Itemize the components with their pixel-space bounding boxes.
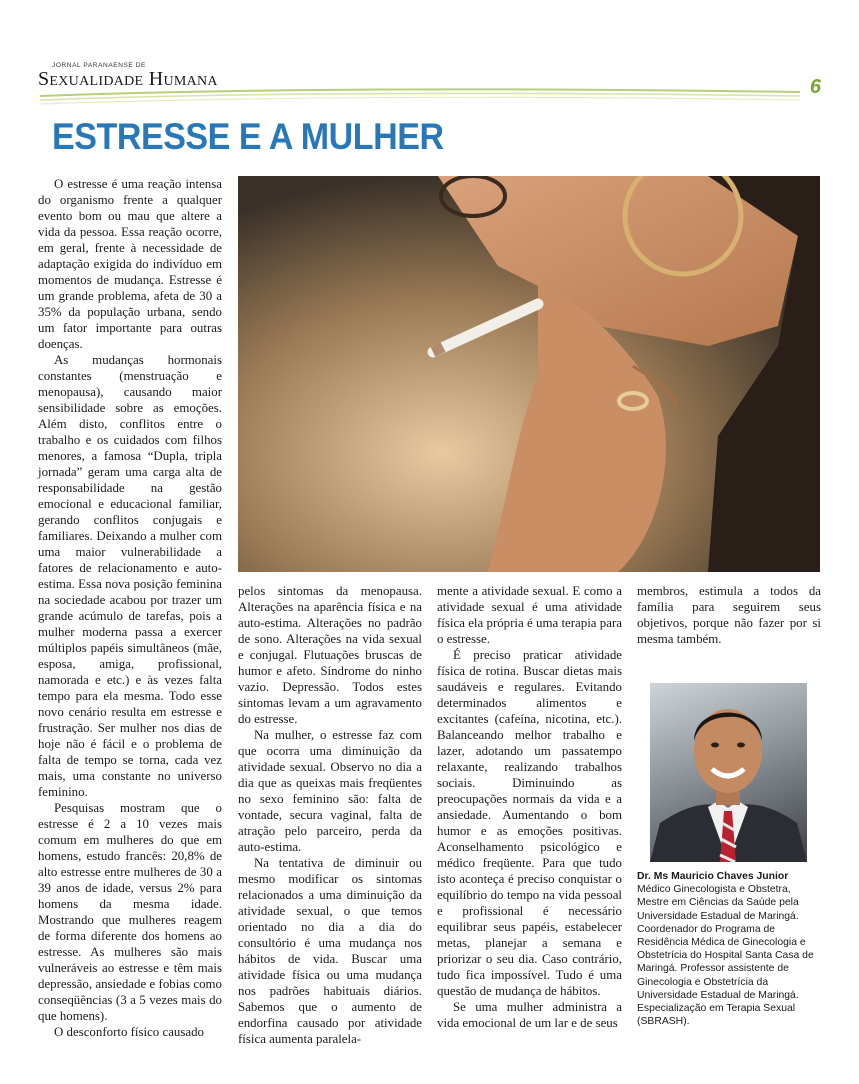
paragraph: pelos sintomas da menopausa. Alterações na aparência física e na auto-estima. Alterações no padrão de sono. Alterações na vida sexual e conjugal. Flutuações bruscas de humor e afeto. Síndrome do ninho vazio. Depressão. Todos estes sintomas levam a um agravamento do estresse.	[238, 584, 422, 726]
paragraph: membros, estimula a todos da família para seguirem seus objetivos, porque não fazer por si mesma também.	[637, 584, 821, 646]
paragraph: As mudanças hormonais constantes (menstruação e menopausa), causando maior sensibilidade sobre as emoções. Além disto, conflitos entre o trabalho e os cuidados com filhos menores, a famosa “Dupla, tripla jornada” geram uma carga alta de responsabilidade na gestão emocional e educacional familiar, gerando conflitos conjugais e familiares. Deixando a mulher com uma maior vulnerabilidade a fatores de relacionamento e auto-estima. Essa nova posição feminina na sociedade acabou por trazer um grande acúmulo de tarefas, pois a mulher moderna passa a exercer múltiplos papéis simultâneos (mãe, esposa, amiga, profissional, namorada e etc.) e às vezes falta tempo para ela mesma. Todo esse novo cenário resulta em estresse e frustração. Ser mulher nos dias de hoje não é fácil e o problema de falta de tempo se torna, cada vez mais, uma constante no universo feminino.	[38, 353, 222, 799]
paragraph: É preciso praticar atividade física de rotina. Buscar dietas mais saudáveis e regulares. Evitando determinados alimentos e excitantes (cafeína, nicotina, etc.). Balanceando melhor trabalho e lazer, adotando um passatempo relaxante, realizando trabalhos sociais. Diminuindo as preocupações normais da vida e a ansiedade. Aumentando o bom humor e as emoções positivas. Aconselhamento psicológico e médico freqüente. Para que tudo isto aconteça é preciso conquistar o equilíbrio do tempo na vida pessoal e profissional é necessário equilibrar seus papéis, estabelecer metas, planejar a semana e priorizar o seu dia. Caso contrário, tudo fica impossível. Tudo é uma questão de mudança de hábitos.	[437, 648, 622, 998]
article-column-1	[38, 176, 222, 1040]
article-title: ESTRESSE E A MULHER	[52, 116, 444, 157]
paragraph: mente a atividade sexual. E como a atividade sexual é uma atividade física ela própria é uma terapia para o estresse.	[437, 584, 622, 646]
paragraph: O estresse é uma reação intensa do organismo frente a qualquer evento bom ou mau que altere a vida da pessoa. Essa reação ocorre, em geral, frente à necessidade de adaptação exigida do indivíduo em momentos de mudança. Estresse é um grande problema, afeta de 30 a 35% da população urbana, sendo um fator importante para outras doenças.	[38, 177, 222, 351]
paragraph: Na tentativa de diminuir ou mesmo modificar os sintomas relacionados a uma diminuição da atividade sexual, o que temos orientado no dia a dia do consultório é uma mudança nos hábitos de vida. Buscar uma atividade física ou uma mudança nos padrões habituais diários. Sabemos que o aumento de endorfina causado por atividade física aumenta paralela-	[238, 856, 422, 1046]
journal-name: Sexualidade Humana	[38, 68, 218, 90]
article-column-4	[637, 583, 821, 647]
paragraph: Na mulher, o estresse faz com que ocorra uma diminuição da atividade sexual. Observo no dia a dia que as queixas mais freqüentes no sexo feminino são: falta de vontade, secura vaginal, falta de atração pelo parceiro, perda da auto-estima.	[238, 728, 422, 854]
author-name: Dr. Ms Mauricio Chaves Junior	[637, 871, 789, 882]
paragraph: Se uma mulher administra a vida emocional de um lar e de seus	[437, 1000, 622, 1030]
author-photo	[650, 683, 807, 862]
header-swoosh	[0, 82, 859, 112]
article-column-2	[238, 583, 422, 1047]
journal-small-title: JORNAL PARANAENSE DE	[52, 62, 146, 69]
author-caption	[637, 870, 821, 1028]
paragraph: O desconforto físico causado	[54, 1025, 204, 1039]
author-bio: Médico Ginecologista e Obstetra, Mestre em Ciências da Saúde pela Universidade Estadual de Maringá. Coordenador do Programa de Residência Médica de Ginecologia e Obstetrícia do Hospital Santa Casa de Maringá. Professor assistente de Ginecologia e Obstetrícia da Universidade Estadual de Maringá. Especialização em Terapia Sexual (SBRASH).	[637, 884, 814, 1028]
article-column-3	[437, 583, 622, 1031]
page-number: 6	[809, 76, 821, 98]
paragraph: Pesquisas mostram que o estresse é 2 a 10 vezes mais comum em mulheres do que em homens, estudo francês: 20,8% de alto estresse entre mulheres de 30 a 39 anos de idade, versus 2% para homens da mesma idade. Mostrando que mulheres reagem de forma diferente dos homens ao estresse. As mulheres são mais vulneráveis ao estresse e têm mais depressão, ansiedade e fobias como conseqüências (3 a 5 vezes mais do que homens).	[38, 801, 222, 1023]
woman-smoking-photo	[238, 176, 820, 572]
